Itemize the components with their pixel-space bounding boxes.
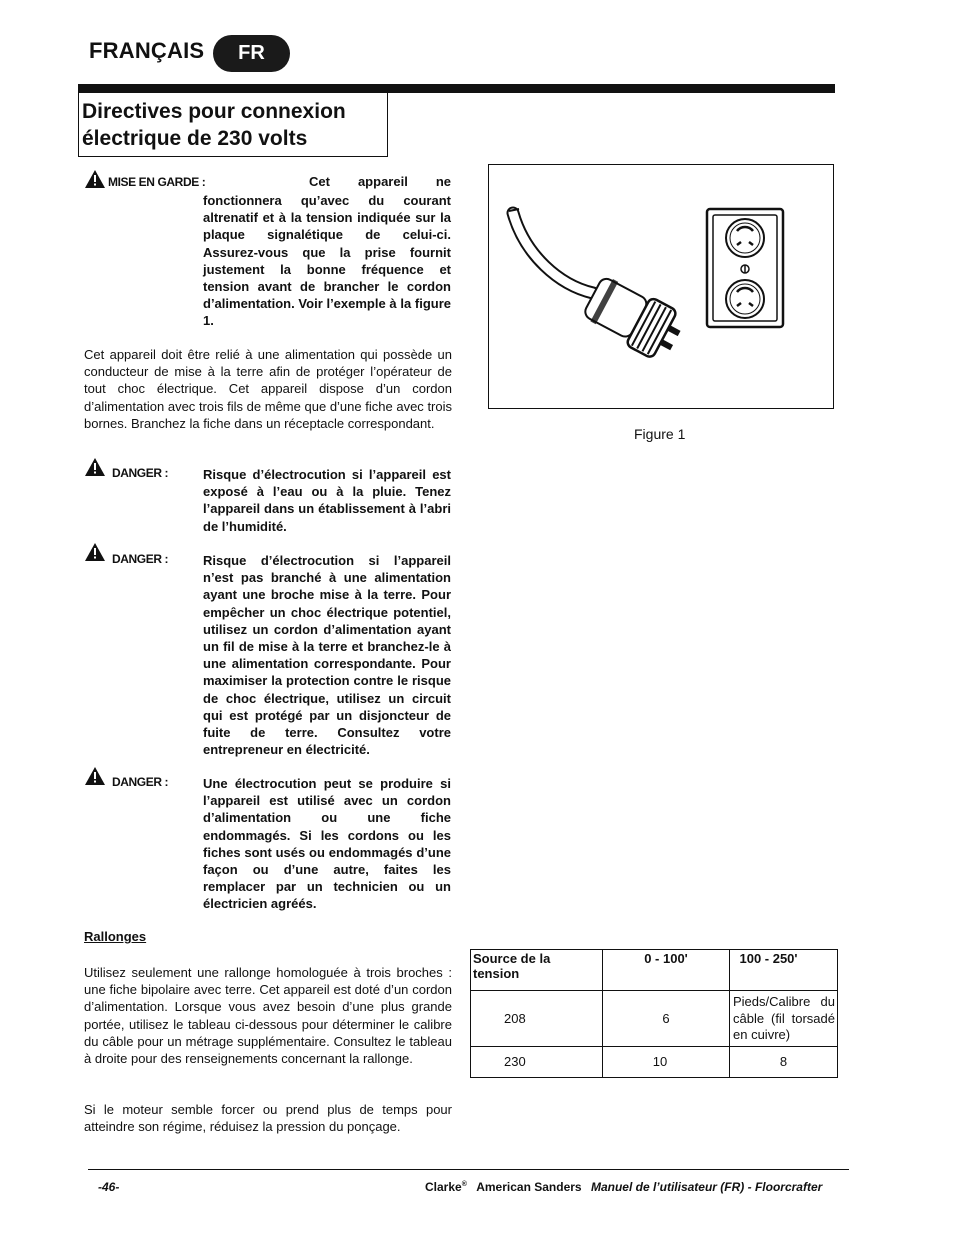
footer-rule	[88, 1169, 849, 1170]
extension-heading: Rallonges	[84, 929, 147, 944]
warning-triangle-icon	[84, 169, 106, 189]
danger-text-3: Une électrocution peut se produire si l’appareil est utilisé avec un cordon d’alimentation ou une fiche endommagés. Si les cordons ou les fiches sont usés ou endommagés d’une façon ou d’une autre, faites les remplacer par un technicien ou un électricien agréés.	[203, 776, 451, 912]
warning-word-3: ne	[435, 174, 451, 189]
figure-caption: Figure 1	[634, 426, 686, 442]
table-cell: 6	[603, 991, 730, 1047]
table-cell: 10	[603, 1046, 730, 1077]
danger-label-2: DANGER :	[112, 552, 169, 566]
footer-company: American Sanders	[476, 1180, 582, 1194]
table-row	[471, 1046, 838, 1077]
table-header-cell: 0 - 100'	[603, 950, 730, 991]
warning-first-line	[309, 174, 451, 189]
table-cell: 208	[471, 991, 603, 1047]
page-number: -46-	[98, 1180, 120, 1194]
danger-text-2: Risque d’électrocution si l’appareil n’est pas branché à une alimentation ayant une broche mise à la terre. Pour empêcher un choc électrique potentiel, utilisez un cordon d’alimentation ayant un fil de mise à la terre et branchez-le à une alimentation correspondante. Pour maximiser la protection contre le risque de choc électrique, utilisez un circuit qui est protégé par un disjoncteur de fuite de terre. Consultez votre entrepreneur en électricité.	[203, 553, 451, 758]
table-cell: Pieds/Calibre du câble (fil torsadé en cuivre)	[730, 991, 838, 1047]
title-bar	[78, 84, 391, 93]
extension-paragraph-1: Utilisez seulement une rallonge homologuée à trois broches : une fiche bipolaire avec terre. Cet appareil est doté d’un cordon d’alimentation. Lorsque vous avez besoin d’une plus grande portée, utilisez le tableau ci-dessous pour déterminer le calibre du câble pour un métrage supplémentaire. Consultez le tableau à droite pour des renseignements concernant la rallonge.	[84, 965, 452, 1067]
table-header-cell: Source de la tension	[471, 950, 603, 991]
table-header-cell: 100 - 250'	[730, 950, 838, 991]
table-cell: 230	[471, 1046, 603, 1077]
danger-triangle-icon	[84, 542, 106, 562]
page-title	[82, 98, 382, 152]
page-title-line2: électrique de 230 volts	[82, 127, 308, 150]
footer-brand-mark: ®	[461, 1181, 467, 1188]
footer-manual: Manuel de l’utilisateur (FR) - Floorcrafter	[590, 1180, 823, 1194]
extension-cord-table	[470, 949, 838, 1078]
intro-paragraph: Cet appareil doit être relié à une alimentation qui possède un conducteur de mise à la terre afin de protéger l’opérateur de tout choc électrique. Cet appareil dispose d’un cordon d’alimentation avec trois fils de même que d’une fiche avec trois bornes. Branchez la fiche dans un réceptacle correspondant.	[84, 347, 452, 431]
warning-word-1: Cet	[309, 174, 330, 189]
danger-label-1: DANGER :	[112, 466, 169, 480]
page-title-line1: Directives pour connexion	[82, 100, 346, 123]
header-rule	[390, 84, 835, 93]
danger-triangle-icon	[84, 766, 106, 786]
danger-triangle-icon	[84, 457, 106, 477]
footer-credits	[425, 1180, 822, 1194]
plug-and-outlet-illustration	[489, 165, 833, 408]
danger-text-1: Risque d’électrocution si l’appareil est exposé à l’eau ou à la pluie. Tenez l’appareil dans un établissement à l’abri de l’humidité.	[203, 467, 451, 534]
mise-en-garde-label: MISE EN GARDE :	[108, 175, 206, 189]
language-label: FRANÇAIS	[89, 38, 205, 63]
figure-frame	[488, 164, 834, 409]
warning-text: fonctionnera qu’avec du courant altrenatif et à la tension indiquée sur la plaque signalétique de celui-ci. Assurez-vous que la prise fournit justement la bonne fréquence et tension avant de brancher le cordon d’alimentation. Voir l’exemple à la figure 1.	[203, 193, 451, 329]
footer-brand: Clarke	[425, 1180, 462, 1194]
extension-paragraph-2: Si le moteur semble forcer ou prend plus de temps pour atteindre son régime, réduisez la pression du ponçage.	[84, 1102, 452, 1135]
language-code-badge: FR	[213, 35, 290, 72]
warning-word-2: appareil	[357, 174, 408, 189]
table-header-row	[471, 950, 838, 991]
table-row	[471, 991, 838, 1047]
table-cell: 8	[730, 1046, 838, 1077]
danger-label-3: DANGER :	[112, 775, 169, 789]
